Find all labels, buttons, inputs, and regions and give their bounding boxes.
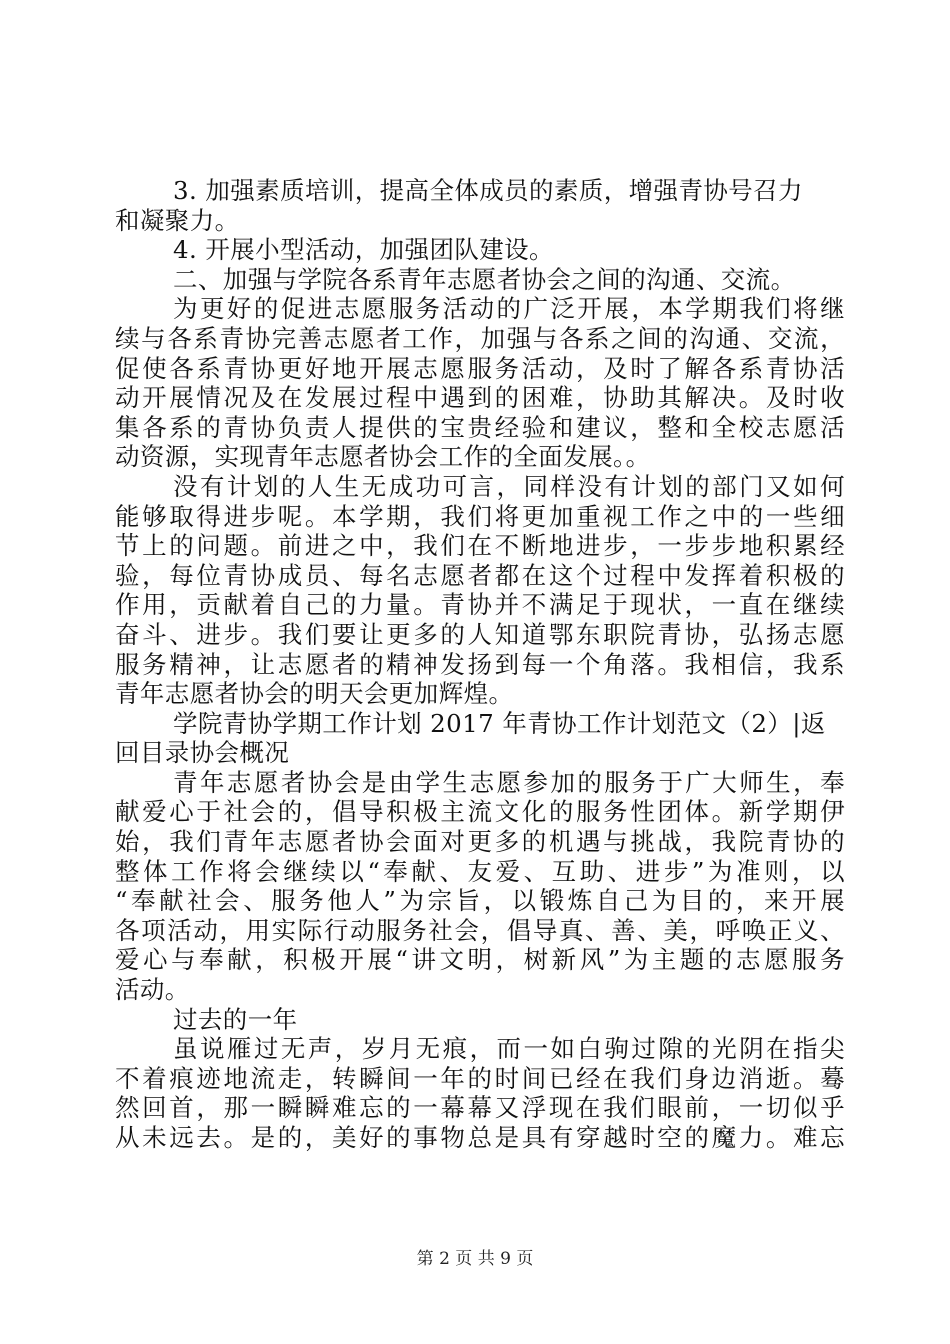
text-line: 不着痕迹地流走，转瞬间一年的时间已经在我们身边消逝。蓦 bbox=[115, 1063, 845, 1093]
text-line: 活动。 bbox=[115, 975, 190, 1005]
page-number-footer: 第 2 页 共 9 页 bbox=[416, 1249, 534, 1269]
text-line: 爱心与奉献，积极开展“讲文明，树新风”为主题的志愿服务 bbox=[115, 945, 845, 975]
text-line: 青年志愿者协会的明天会更加辉煌。 bbox=[115, 679, 514, 709]
text-line: 服务精神，让志愿者的精神发扬到每一个角落。我相信，我系 bbox=[115, 649, 845, 679]
section-heading: 回目录协会概况 bbox=[115, 738, 290, 768]
text-line: 然回首，那一瞬瞬难忘的一幕幕又浮现在我们眼前，一切似乎 bbox=[115, 1093, 845, 1123]
text-line: 验，每位青协成员、每名志愿者都在这个过程中发挥着积极的 bbox=[115, 560, 845, 590]
text-line: 4. 开展小型活动，加强团队建设。 bbox=[173, 235, 554, 265]
text-line: 献爱心于社会的，倡导积极主流文化的服务性团体。新学期伊 bbox=[115, 797, 845, 827]
text-line: 促使各系青协更好地开展志愿服务活动，及时了解各系青协活 bbox=[115, 353, 845, 383]
text-line: 青年志愿者协会是由学生志愿参加的服务于广大师生，奉 bbox=[173, 767, 845, 797]
document-body bbox=[115, 176, 845, 1153]
text-line: 整体工作将会继续以“奉献、友爱、互助、进步”为准则，以 bbox=[115, 856, 845, 886]
section-heading: 过去的一年 bbox=[173, 1004, 298, 1034]
text-line: 3. 加强素质培训，提高全体成员的素质，增强青协号召力 bbox=[173, 176, 803, 205]
text-line: 作用，贡献着自己的力量。青协并不满足于现状，一直在继续 bbox=[115, 590, 845, 620]
text-line: 始，我们青年志愿者协会面对更多的机遇与挑战，我院青协的 bbox=[115, 827, 845, 857]
text-line: 从未远去。是的，美好的事物总是具有穿越时空的魔力。难忘 bbox=[115, 1123, 845, 1152]
text-line: 和凝聚力。 bbox=[115, 205, 240, 235]
text-line: 奋斗、进步。我们要让更多的人知道鄂东职院青协，弘扬志愿 bbox=[115, 619, 845, 649]
text-line: 动资源，实现青年志愿者协会工作的全面发展。。 bbox=[115, 442, 651, 472]
text-line: 节上的问题。前进之中，我们在不断地进步，一步步地积累经 bbox=[115, 531, 845, 561]
text-line: 续与各系青协完善志愿者工作，加强与各系之间的沟通、交流， bbox=[115, 323, 845, 353]
section-heading: 学院青协学期工作计划 2017 年青协工作计划范文（2）|返 bbox=[173, 708, 826, 738]
text-line: 虽说雁过无声，岁月无痕，而一如白驹过隙的光阴在指尖 bbox=[173, 1034, 845, 1064]
text-line: 集各系的青协负责人提供的宝贵经验和建议，整和全校志愿活 bbox=[115, 412, 845, 442]
text-line: 能够取得进步呢。本学期，我们将更加重视工作之中的一些细 bbox=[115, 501, 845, 531]
text-line: “奉献社会、服务他人”为宗旨，以锻炼自己为目的，来开展 bbox=[115, 886, 845, 916]
text-line: 没有计划的人生无成功可言，同样没有计划的部门又如何 bbox=[173, 471, 845, 501]
text-line: 为更好的促进志愿服务活动的广泛开展，本学期我们将继 bbox=[173, 294, 845, 324]
text-line: 各项活动，用实际行动服务社会，倡导真、善、美，呼唤正义、 bbox=[115, 915, 845, 945]
section-heading: 二、加强与学院各系青年志愿者协会之间的沟通、交流。 bbox=[173, 264, 796, 294]
text-line: 动开展情况及在发展过程中遇到的困难，协助其解决。及时收 bbox=[115, 383, 845, 413]
